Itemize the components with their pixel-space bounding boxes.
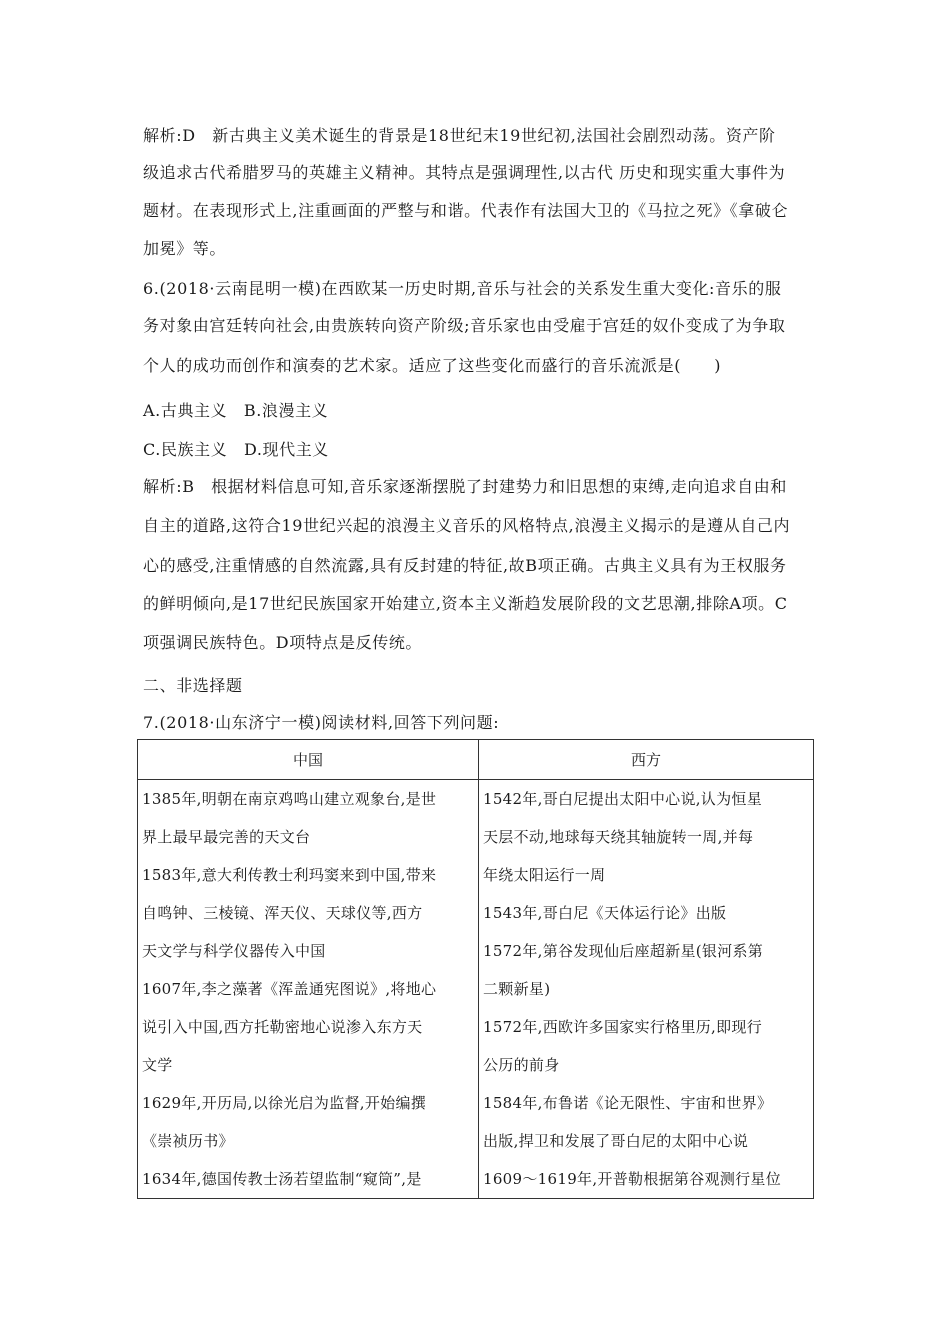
answer-5-line-3: 题材。在表现形式上,注重画面的严整与和谐。代表作有法国大卫的《马拉之死》《拿破仑: [143, 201, 789, 220]
answer-6-line-1: 解析:B 根据材料信息可知,音乐家逐渐摆脱了封建势力和旧思想的束缚,走向追求自由和: [143, 477, 787, 496]
section-heading: 二、非选择题: [143, 676, 243, 695]
china-line: 1385年,明朝在南京鸡鸣山建立观象台,是世: [142, 790, 437, 808]
west-line: 公历的前身: [483, 1056, 560, 1074]
question-7-stem: 7.(2018·山东济宁一模)阅读材料,回答下列问题:: [143, 713, 500, 732]
comparison-table: [137, 739, 814, 1199]
china-line: 界上最早最完善的天文台: [142, 828, 311, 846]
answer-6-line-3: 心的感受,注重情感的自然流露,具有反封建的特征,故B项正确。古典主义具有为王权服务: [143, 556, 787, 575]
china-line: 1607年,李之藻著《浑盖通宪图说》,将地心: [142, 980, 437, 998]
west-line: 1609～1619年,开普勒根据第谷观测行星位: [483, 1170, 782, 1188]
west-line: 年绕太阳运行一周: [483, 866, 606, 884]
answer-5-line-1: 解析:D 新古典主义美术诞生的背景是18世纪末19世纪初,法国社会剧烈动荡。资产阶: [143, 126, 776, 145]
china-line: 1634年,德国传教士汤若望监制“窥筒”,是: [142, 1170, 422, 1188]
china-line: 自鸣钟、三棱镜、浑天仪、天球仪等,西方: [142, 904, 423, 922]
table-row: [138, 780, 814, 1199]
header-china: 中国: [138, 740, 479, 780]
question-6-line-2: 务对象由宫廷转向社会,由贵族转向资产阶级;音乐家也由受雇于宫廷的奴仆变成了为争取: [143, 316, 786, 335]
west-line: 1543年,哥白尼《天体运行论》出版: [483, 904, 727, 922]
question-6-line-3: 个人的成功而创作和演奏的艺术家。适应了这些变化而盛行的音乐流派是( ): [143, 356, 722, 375]
china-line: 《崇祯历书》: [142, 1132, 234, 1150]
question-6-line-1: 6.(2018·云南昆明一模)在西欧某一历史时期,音乐与社会的关系发生重大变化:音乐的服: [143, 279, 782, 298]
china-line: 说引入中国,西方托勒密地心说渗入东方天: [142, 1018, 423, 1036]
table-header-row: [138, 740, 814, 780]
west-column-cell: [479, 780, 814, 1199]
answer-5-line-2: 级追求古代希腊罗马的英雄主义精神。其特点是强调理性,以古代 历史和现实重大事件为: [143, 163, 786, 182]
west-line: 1584年,布鲁诺《论无限性、宇宙和世界》: [483, 1094, 773, 1112]
question-6-options-cd: C.民族主义 D.现代主义: [143, 440, 329, 459]
china-line: 文学: [142, 1056, 173, 1074]
west-line: 二颗新星): [483, 980, 551, 998]
china-line: 1583年,意大利传教士利玛窦来到中国,带来: [142, 866, 437, 884]
west-line: 天层不动,地球每天绕其轴旋转一周,并每: [483, 828, 754, 846]
answer-6-line-2: 自主的道路,这符合19世纪兴起的浪漫主义音乐的风格特点,浪漫主义揭示的是遵从自己内: [143, 516, 791, 535]
china-line: 1629年,开历局,以徐光启为监督,开始编撰: [142, 1094, 427, 1112]
west-line: 1572年,西欧许多国家实行格里历,即现行: [483, 1018, 763, 1036]
china-column-cell: [138, 780, 479, 1199]
west-line: 出版,捍卫和发展了哥白尼的太阳中心说: [483, 1132, 749, 1150]
answer-6-line-5: 项强调民族特色。D项特点是反传统。: [143, 633, 423, 652]
west-line: 1542年,哥白尼提出太阳中心说,认为恒星: [483, 790, 763, 808]
china-line: 天文学与科学仪器传入中国: [142, 942, 326, 960]
question-6-options-ab: A.古典主义 B.浪漫主义: [143, 401, 329, 420]
west-line: 1572年,第谷发现仙后座超新星(银河系第: [483, 942, 764, 960]
header-west: 西方: [479, 740, 814, 780]
answer-6-line-4: 的鲜明倾向,是17世纪民族国家开始建立,资本主义渐趋发展阶段的文艺思潮,排除A项。C: [143, 594, 788, 613]
answer-5-line-4: 加冕》等。: [143, 239, 227, 258]
